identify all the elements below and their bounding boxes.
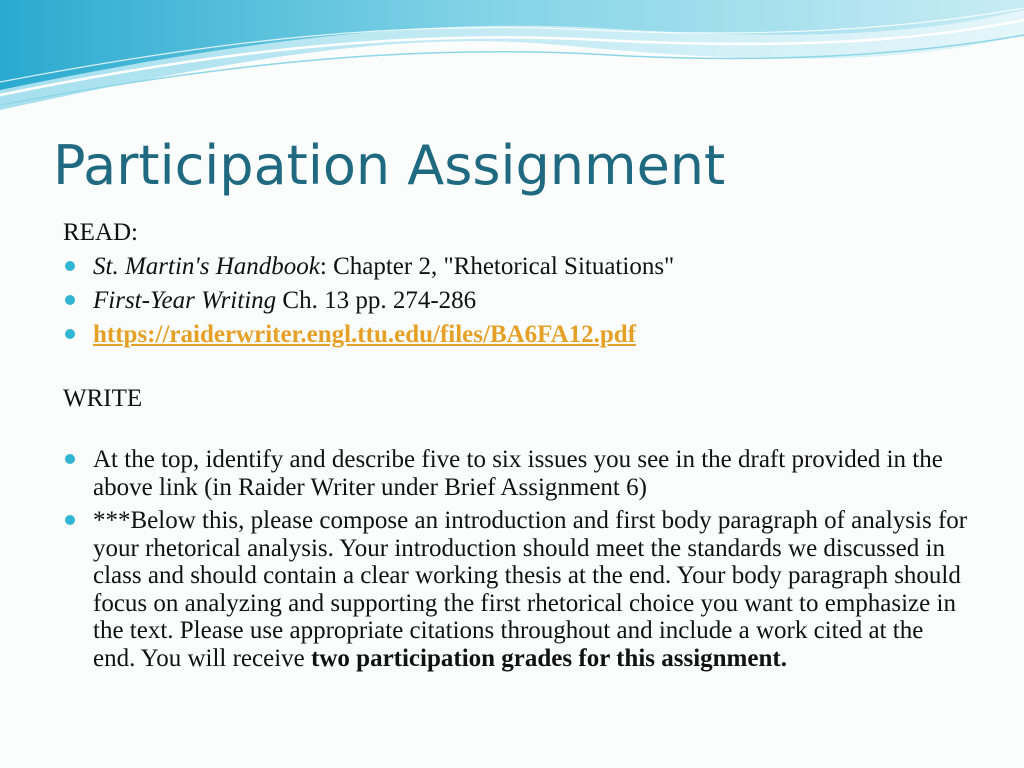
slide-body	[63, 216, 968, 678]
write-item-emphasis: two participation grades for this assignment.	[311, 644, 787, 672]
slide-title: Participation Assignment	[53, 134, 726, 197]
read-heading: READ:	[63, 219, 138, 246]
book-title: St. Martin's Handbook	[93, 253, 320, 280]
read-item	[63, 284, 968, 318]
bullet-icon	[65, 515, 75, 525]
header-wave-decoration	[0, 0, 1024, 130]
write-item-text: ***Below this, please compose an introduction and first body paragraph of analysis for your rhetorical analysis. Your introduction should meet the standards we discussed in class and should contain a clear working thesis at the end. Your body paragraph should focus on analyzing and supporting the first rhetorical choice you want to emphasize in the text. Please use appropriate citations throughout and include a work cited at the end. You will receive	[93, 507, 968, 672]
read-item-detail: Ch. 13 pp. 274-286	[276, 287, 477, 314]
bullet-icon	[65, 454, 75, 464]
read-list	[63, 250, 968, 352]
write-item	[63, 446, 968, 501]
bullet-icon	[65, 295, 75, 305]
spacer	[63, 416, 968, 446]
spacer	[63, 352, 968, 382]
read-item	[63, 250, 968, 284]
draft-pdf-link[interactable]: https://raiderwriter.engl.ttu.edu/files/BA6FA12.pdf	[93, 321, 637, 348]
book-title: First-Year Writing	[93, 287, 277, 314]
write-heading: WRITE	[63, 385, 143, 412]
bullet-icon	[65, 329, 75, 339]
write-list	[63, 446, 968, 672]
bullet-icon	[65, 261, 75, 271]
read-item-detail: : Chapter 2, "Rhetorical Situations"	[319, 253, 675, 280]
write-item	[63, 507, 968, 672]
read-item-link	[63, 318, 968, 352]
write-item-text: At the top, identify and describe five to six issues you see in the draft provided in the above link (in Raider Writer under Brief Assignment 6)	[93, 446, 943, 501]
